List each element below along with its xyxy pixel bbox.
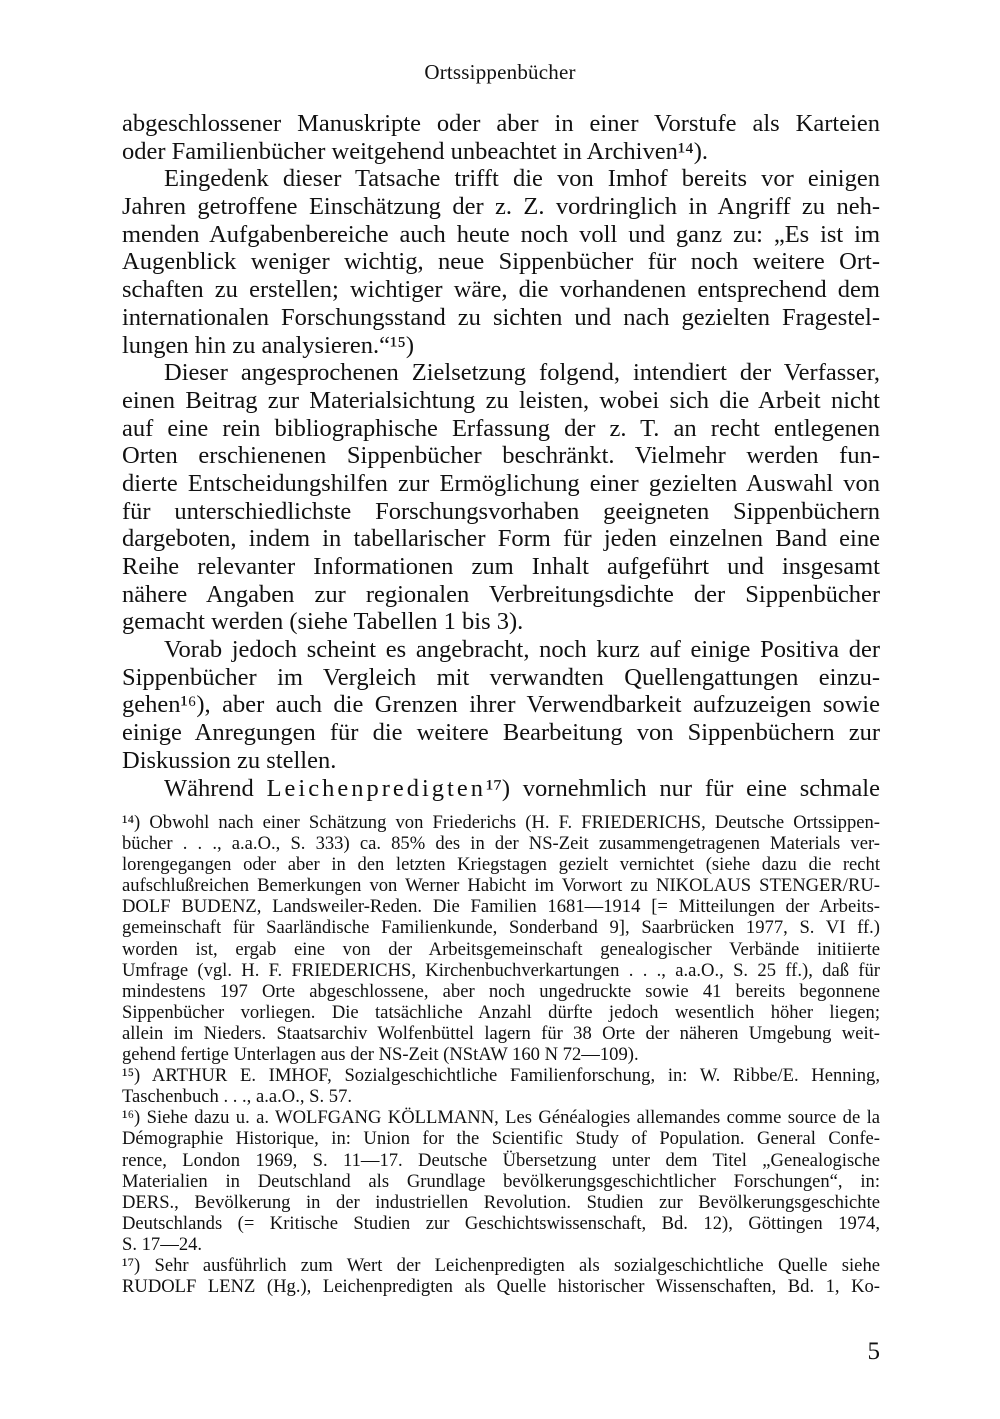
footnote-line: Umfrage (vgl. H. F. FRIEDERICHS, Kirchenbuchverkartungen . . ., a.a.O., S. 25 ff.), daß für xyxy=(122,959,880,981)
body-line xyxy=(122,775,880,803)
footnote-line: mindestens 197 Orte abgeschlossene, aber noch ungedruckte sowie 41 bereits begonnene xyxy=(122,980,880,1002)
body-line: abgeschlossener Manuskripte oder aber in einer Vorstufe als Karteien xyxy=(122,110,880,137)
body-line: Orten erschienenen Sippenbücher beschränkt. Vielmehr werden fun- xyxy=(122,442,880,470)
body-line: schaften zu erstellen; wichtiger wäre, die vorhandenen entsprechend dem xyxy=(122,276,880,304)
footnote-line: RUDOLF LENZ (Hg.), Leichenpredigten als Quelle historischer Wissenschaften, Bd. 1, Ko- xyxy=(122,1276,880,1298)
body-line: oder Familienbücher weitgehend unbeachtet in Archiven¹⁴). xyxy=(122,137,708,165)
body-line: menden Aufgabenbereiche auch heute noch voll und ganz zu: „Es ist im xyxy=(122,220,880,248)
footnote-line: Sippenbücher vorliegen. Die tatsächliche Anzahl dürfte jedoch wesentlich höher liegen; xyxy=(122,1001,880,1023)
body-text: ¹⁷) vornehmlich nur für eine schmale xyxy=(485,774,880,802)
body-line: Dieser angesprochenen Zielsetzung folgend, intendiert der Verfasser, xyxy=(164,359,880,387)
body-line: internationalen Forschungsstand zu sichten und nach gezielten Fragestel- xyxy=(122,303,880,331)
footnotes xyxy=(122,812,880,1297)
footnote-line: bücher . . ., a.a.O., S. 333) ca. 85% des in der NS-Zeit zusammengetragenen Materials ver- xyxy=(122,833,880,855)
footnote-line: ¹⁶) Siehe dazu u. a. WOLFGANG KÖLLMANN, Les Généalogies allemandes comme source de la xyxy=(122,1107,880,1129)
body-line: Augenblick weniger wichtig, neue Sippenbücher für noch weitere Ort- xyxy=(122,248,880,276)
main-text xyxy=(122,110,880,802)
footnote-line: aufschlußreichen Bemerkungen von Werner Habicht im Vorwort zu NIKOLAUS STENGER/RU- xyxy=(122,875,880,897)
body-line: Jahren getroffene Einschätzung der z. Z. vordringlich in Angriff zu neh- xyxy=(122,193,880,221)
footnote-line: lorengegangen oder aber in den letzten Kriegstagen gezielt vernichtet (siehe dazu die recht xyxy=(122,854,880,876)
body-line: Vorab jedoch scheint es angebracht, noch kurz auf einige Positiva der xyxy=(164,636,880,664)
footnote-line: S. 17—24. xyxy=(122,1233,203,1255)
body-line: dierte Entscheidungshilfen zur Ermöglichung einer gezielten Auswahl von xyxy=(122,469,880,497)
body-line: Diskussion zu stellen. xyxy=(122,746,337,774)
body-line: einige Anregungen für die weitere Bearbeitung von Sippenbüchern zur xyxy=(122,719,880,747)
body-line: Reihe relevanter Informationen zum Inhalt aufgeführt und insgesamt xyxy=(122,553,880,580)
body-line: Eingedenk dieser Tatsache trifft die von Imhof bereits vor einigen xyxy=(164,165,880,193)
footnote-line: ¹⁷) Sehr ausführlich zum Wert der Leichenpredigten als sozialgeschichtliche Quelle siehe xyxy=(122,1254,880,1276)
footnote-line: Deutschlands (= Kritische Studien zur Geschichtswissenschaft, Bd. 12), Göttingen 1974, xyxy=(122,1212,880,1234)
body-line: Sippenbücher im Vergleich mit verwandten Quellengattungen einzu- xyxy=(122,663,880,691)
footnote-line: gehend fertige Unterlagen aus der NS-Zeit (NStAW 160 N 72—109). xyxy=(122,1044,639,1066)
footnote-line: rence, London 1969, S. 11—17. Deutsche Übersetzung unter dem Titel „Genealogische xyxy=(122,1149,880,1171)
body-line: gehen¹⁶), aber auch die Grenzen ihrer Verwendbarkeit aufzuzeigen sowie xyxy=(122,691,880,719)
body-line: dargeboten, indem in tabellarischer Form für jeden einzelnen Band eine xyxy=(122,525,880,553)
footnote-line: gemeinschaft für Saarländische Familienkunde, Sonderband 9], Saarbrücken 1977, S. VI ff.) xyxy=(122,917,880,939)
footnote-line: ¹⁵) ARTHUR E. IMHOF, Sozialgeschichtliche Familienforschung, in: W. Ribbe/E. Henning, xyxy=(122,1065,880,1087)
body-line: einen Beitrag zur Materialsichtung zu leisten, wobei sich die Arbeit nicht xyxy=(122,386,880,414)
footnote-line: ¹⁴) Obwohl nach einer Schätzung von Friederichs (H. F. FRIEDERICHS, Deutsche Ortssippen- xyxy=(122,812,880,833)
footnote-line: allein im Nieders. Staatsarchiv Wolfenbüttel lagern für 38 Orte der näheren Umgebung weit- xyxy=(122,1022,880,1044)
spaced-term: Leichenpredigten xyxy=(266,774,486,802)
body-text: Während xyxy=(164,774,267,802)
body-line: für unterschiedlichste Forschungsvorhaben geeigneten Sippenbüchern xyxy=(122,497,880,525)
body-line: gemacht werden (siehe Tabellen 1 bis 3). xyxy=(122,608,524,636)
body-line: nähere Angaben zur regionalen Verbreitungsdichte der Sippenbücher xyxy=(122,580,880,608)
footnote-line: Démographie Historique, in: Union for the Scientific Study of Population. General Confe- xyxy=(122,1128,880,1150)
footnote-line: worden ist, ergab eine von der Arbeitsgemeinschaft genealogischer Verbände initiierte xyxy=(122,938,880,960)
footnote-line: Taschenbuch . . ., a.a.O., S. 57. xyxy=(122,1086,353,1108)
page-number: 5 xyxy=(867,1338,880,1365)
footnote-line: DERS., Bevölkerung in der industriellen Revolution. Studien zur Bevölkerungsgeschichte xyxy=(122,1191,880,1213)
body-line: lungen hin zu analysieren.“¹⁵) xyxy=(122,331,415,359)
footnote-line: Materialien in Deutschland als Grundlage bevölkerungsgeschichtlicher Forschungen“, in: xyxy=(122,1170,880,1192)
footnote-line: DOLF BUDENZ, Landsweiler-Reden. Die Familien 1681—1914 [= Mitteilungen der Arbeits- xyxy=(122,896,880,918)
body-line: auf eine rein bibliographische Erfassung der z. T. an recht entlegenen xyxy=(122,414,880,442)
running-header: Ortssippenbücher xyxy=(424,60,576,84)
